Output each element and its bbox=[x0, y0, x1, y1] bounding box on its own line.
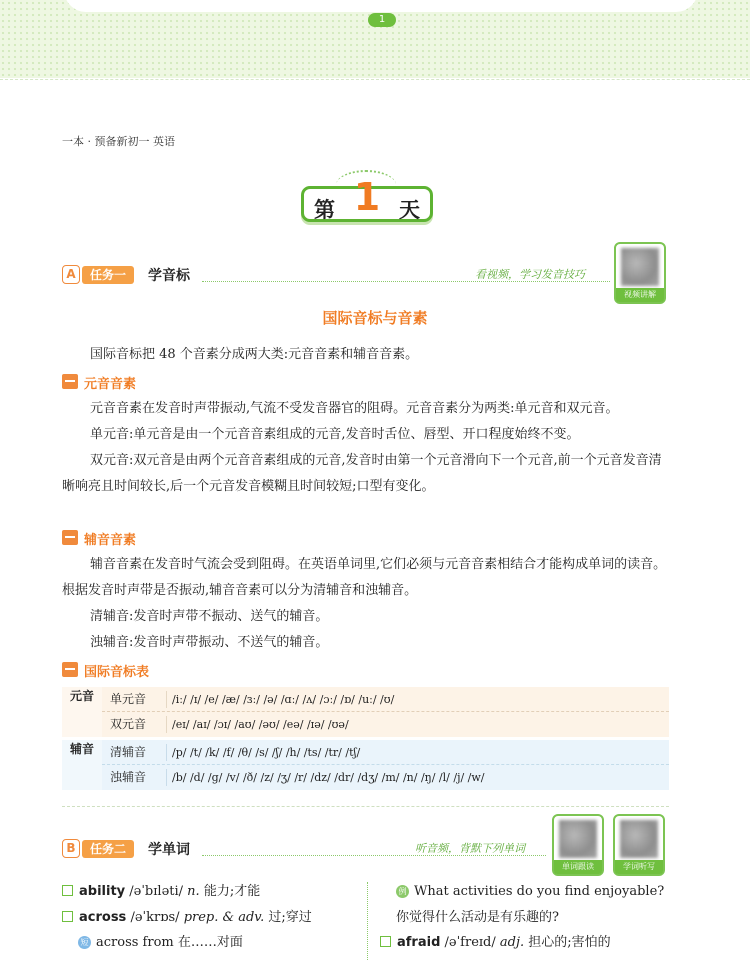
consonant-p1: 辅音音素在发音时气流会受到阻碍。在英语单词里,它们必须与元音音素相结合才能构成单词的读音。根据发音时声带是否振动,辅音音素可以分为清辅音和浊辅音。 bbox=[62, 557, 667, 598]
example-translation: 你觉得什么活动是有乐趣的? bbox=[396, 910, 559, 925]
top-divider bbox=[0, 79, 750, 80]
vowel-p1: 元音音素在发音时声带振动,气流不受发音器官的阻碍。元音音素分为两类:单元音和双元音。 bbox=[90, 401, 619, 416]
ipa-row bbox=[102, 712, 669, 737]
ipa-row-values: /b/ /d/ /g/ /v/ /ð/ /z/ /ʒ/ /r/ /dz/ /dr/ /dʒ/ /m/ /n/ /ŋ/ /l/ /j/ /w/ bbox=[172, 771, 485, 784]
previous-page-card bbox=[64, 0, 698, 12]
word: afraid bbox=[397, 935, 441, 950]
day-title bbox=[301, 175, 433, 222]
word-list bbox=[62, 882, 669, 960]
vowel-heading-text: 元音音素 bbox=[84, 377, 137, 392]
ipa-row-divider bbox=[166, 691, 167, 708]
vowel-p3: 双元音:双元音是由两个元音音素组成的元音,发音时由第一个元音滑向下一个元音,前一个元音发音清晰响亮且时间较长,后一个元音发音模糊且时间较短;口型有变化。 bbox=[62, 453, 662, 494]
ipa-row-name: 浊辅音 bbox=[110, 770, 147, 784]
qr-code-icon bbox=[620, 820, 658, 858]
word-ipa: /əˈfreɪd/ bbox=[444, 935, 496, 950]
task-a-hint: 看视频，学习发音技巧 bbox=[475, 268, 585, 281]
task-b-name: 学单词 bbox=[148, 842, 190, 858]
word-entry bbox=[62, 908, 312, 928]
word-checkbox[interactable] bbox=[62, 885, 73, 896]
word-checkbox[interactable] bbox=[380, 936, 391, 947]
ipa-consonant-group bbox=[62, 740, 669, 790]
consonant-heading-text: 辅音音素 bbox=[84, 533, 137, 548]
task-b-letter: B bbox=[62, 839, 80, 858]
word-ipa: /əˈbɪləti/ bbox=[129, 884, 184, 899]
ipa-table-heading-text: 国际音标表 bbox=[84, 665, 150, 680]
qr-code-icon bbox=[559, 820, 597, 858]
word: across bbox=[79, 910, 127, 925]
phrase-entry bbox=[78, 933, 243, 953]
section-divider bbox=[62, 806, 669, 807]
task-b-bar bbox=[62, 836, 546, 862]
column-divider bbox=[367, 882, 368, 960]
day-title-prefix: 第 bbox=[314, 198, 335, 222]
ipa-row-divider bbox=[166, 744, 167, 761]
intro-paragraph bbox=[62, 342, 672, 368]
video-qr-code[interactable] bbox=[614, 242, 666, 304]
ipa-row-divider bbox=[166, 769, 167, 786]
vowel-p2: 单元音:单元音是由一个元音音素组成的元音,发音时舌位、唇型、开口程度始终不变。 bbox=[90, 427, 580, 442]
day-title-suffix: 天 bbox=[399, 198, 420, 222]
word-pos: prep. & adv. bbox=[183, 910, 265, 925]
ipa-row bbox=[102, 687, 669, 712]
example-badge-icon: 例 bbox=[396, 885, 409, 898]
heading-number-mark bbox=[62, 374, 78, 389]
ipa-group-name: 辅音 bbox=[62, 740, 102, 790]
ipa-vowel-group bbox=[62, 687, 669, 737]
word-read-qr-code[interactable] bbox=[552, 814, 604, 876]
word: ability bbox=[79, 884, 126, 899]
word-meaning: 过;穿过 bbox=[268, 910, 312, 925]
task-a-bar bbox=[62, 262, 610, 288]
task-a-tag: 任务一 bbox=[82, 266, 134, 284]
word-pos: n. bbox=[187, 884, 200, 899]
ipa-row-values: /iː/ /ɪ/ /e/ /æ/ /ɜː/ /ə/ /ɑː/ /ʌ/ /ɔː/ /ɒ/ /uː/ /ʊ/ bbox=[172, 693, 395, 706]
ipa-group-name: 元音 bbox=[62, 687, 102, 737]
consonant-paragraphs bbox=[62, 552, 672, 656]
ipa-row-values: /eɪ/ /aɪ/ /ɔɪ/ /aʊ/ /əʊ/ /eə/ /ɪə/ /ʊə/ bbox=[172, 718, 349, 731]
word-pos: adj. bbox=[499, 935, 525, 950]
vowel-paragraphs bbox=[62, 396, 672, 500]
ipa-row bbox=[102, 740, 669, 765]
word-checkbox[interactable] bbox=[62, 911, 73, 922]
ipa-row-name: 双元音 bbox=[110, 717, 147, 731]
ipa-row-name: 单元音 bbox=[110, 692, 147, 706]
word-read-qr-caption: 单词跟读 bbox=[554, 860, 602, 874]
dictation-qr-caption: 学词听写 bbox=[615, 860, 663, 874]
consonant-p2: 清辅音:发音时声带不振动、送气的辅音。 bbox=[90, 609, 329, 624]
task-a-letter: A bbox=[62, 265, 80, 284]
intro-text: 国际音标把 48 个音素分成两大类:元音音素和辅音音素。 bbox=[90, 347, 419, 362]
phrase-text: across from 在……对面 bbox=[96, 935, 243, 950]
book-header: 一本 · 预备新初一 英语 bbox=[62, 135, 175, 148]
heading-number-mark bbox=[62, 662, 78, 677]
phrase-badge-icon: 短 bbox=[78, 936, 91, 949]
page-number-badge: 1 bbox=[368, 13, 396, 27]
qr-code-icon bbox=[621, 248, 659, 286]
ipa-row-values: /p/ /t/ /k/ /f/ /θ/ /s/ /ʃ/ /h/ /ts/ /tr/ /tʃ/ bbox=[172, 746, 361, 759]
ipa-row-name: 清辅音 bbox=[110, 745, 147, 759]
word-meaning: 担心的;害怕的 bbox=[528, 935, 611, 950]
example-english: What activities do you find enjoyable? bbox=[414, 884, 665, 899]
video-qr-caption: 视频讲解 bbox=[616, 288, 664, 302]
word-ipa: /əˈkrɒs/ bbox=[130, 910, 180, 925]
heading-number-mark bbox=[62, 530, 78, 545]
consonant-p3: 浊辅音:发音时声带振动、不送气的辅音。 bbox=[90, 635, 329, 650]
word-entry bbox=[380, 933, 611, 953]
task-a-name: 学音标 bbox=[148, 268, 190, 284]
ipa-row bbox=[102, 765, 669, 790]
example-entry bbox=[396, 882, 664, 902]
word-meaning: 能力;才能 bbox=[203, 884, 261, 899]
task-b-tag: 任务二 bbox=[82, 840, 134, 858]
ipa-table bbox=[62, 687, 669, 791]
word-entry bbox=[62, 882, 260, 902]
task-b-hint: 听音频，背默下列单词 bbox=[415, 842, 525, 855]
section-title: 国际音标与音素 bbox=[322, 309, 428, 327]
dictation-qr-code[interactable] bbox=[613, 814, 665, 876]
ipa-row-divider bbox=[166, 716, 167, 733]
day-title-number: 1 bbox=[353, 175, 381, 219]
